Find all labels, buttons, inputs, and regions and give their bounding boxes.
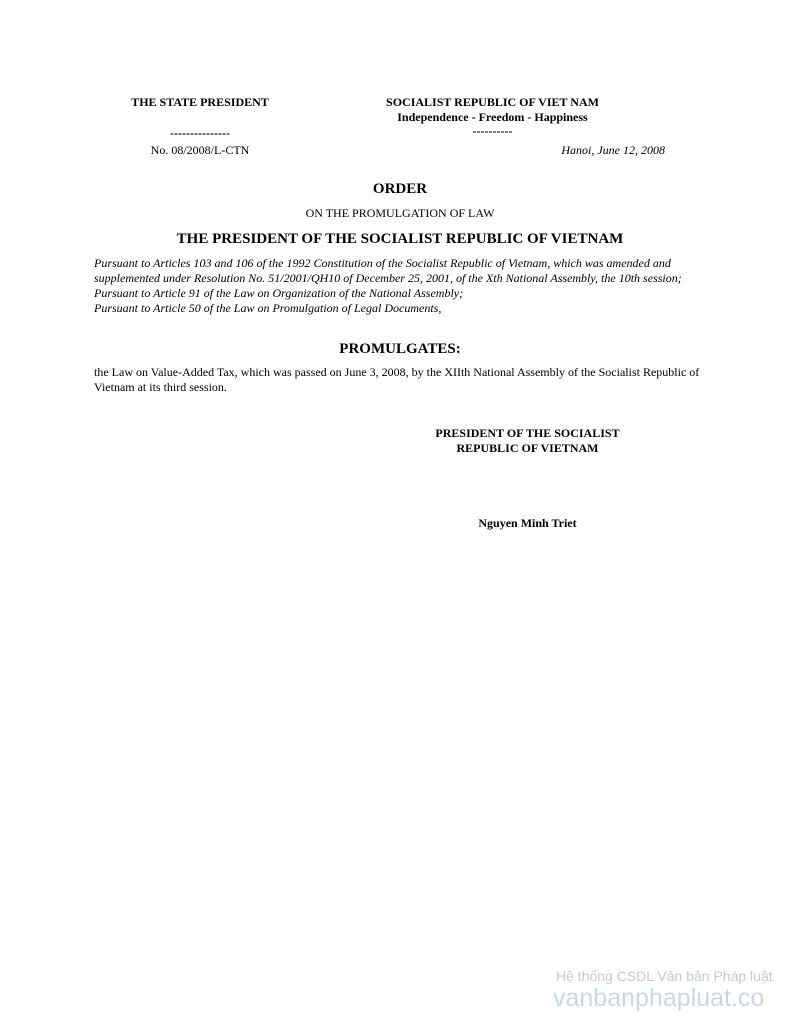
watermark-caption: Hệ thống CSDL Văn bản Pháp luật: [556, 968, 773, 984]
signer-title: [420, 426, 635, 456]
document-number: No. 08/2008/L-CTN: [150, 143, 250, 157]
document-type-title: ORDER: [372, 181, 428, 197]
preamble-item: Pursuant to Article 50 of the Law on Promulgation of Legal Documents,: [94, 301, 442, 315]
nation-name: SOCIALIST REPUBLIC OF VIET NAM: [386, 95, 599, 109]
watermark-site-name: vanbanphapluat.co: [553, 984, 765, 1012]
signer-name: Nguyen Minh Triet: [478, 516, 577, 530]
promulgation-heading: PROMULGATES:: [339, 341, 461, 357]
motto-separator: ----------: [472, 124, 513, 138]
issue-date-place: Hanoi, June 12, 2008: [561, 143, 665, 157]
preamble-item: Pursuant to Article 91 of the Law on Organization of the National Assembly;: [94, 286, 464, 300]
issuer-name: THE STATE PRESIDENT: [131, 95, 269, 109]
document-subject: ON THE PROMULGATION OF LAW: [305, 206, 495, 220]
national-motto: Independence - Freedom - Happiness: [397, 110, 588, 124]
issuer-separator: ---------------: [170, 126, 230, 140]
body-paragraph: the Law on Value-Added Tax, which was passed on June 3, 2008, by the XIIth National Assembly of the Socialist Republic of Vietnam at its third session.: [94, 365, 700, 394]
signer-title-line: REPUBLIC OF VIETNAM: [456, 441, 599, 455]
preamble-item: Pursuant to Articles 103 and 106 of the 1992 Constitution of the Socialist Republic of Vietnam, which was amended and supplemented under Resolution No. 51/2001/QH10 of December 25, 2001, of the Xth National Assembly, the 10th session;: [94, 256, 682, 285]
preamble-list: [94, 256, 706, 316]
signer-title-line: PRESIDENT OF THE SOCIALIST: [435, 426, 620, 440]
issuing-authority-heading: THE PRESIDENT OF THE SOCIALIST REPUBLIC OF VIETNAM: [176, 231, 624, 247]
